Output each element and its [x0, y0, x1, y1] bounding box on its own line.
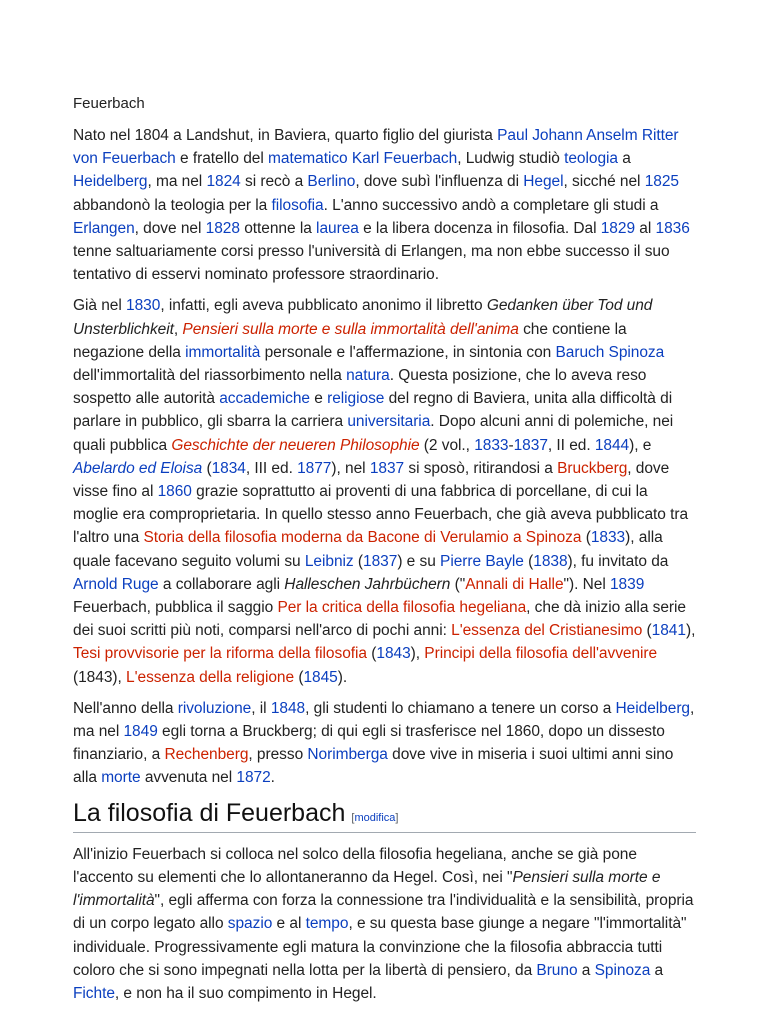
- paragraph-text: ), nel: [331, 459, 370, 477]
- wiki-link[interactable]: 1838: [533, 552, 568, 570]
- red-link[interactable]: Per la critica della filosofia hegeliana: [277, 599, 527, 617]
- wiki-link[interactable]: 1828: [205, 219, 240, 237]
- wiki-link[interactable]: 1837: [513, 436, 548, 454]
- wiki-link[interactable]: natura: [346, 367, 390, 385]
- paragraph-text: , il: [251, 699, 271, 717]
- edit-section: [351, 812, 398, 824]
- paragraph-text: a: [577, 961, 595, 979]
- red-link[interactable]: Geschichte der neueren Philosophie: [171, 436, 420, 454]
- paragraph-text: (": [450, 575, 466, 593]
- wiki-link[interactable]: Heidelberg: [615, 699, 690, 717]
- paragraph-text: , infatti, egli aveva pubblicato anonimo il libretto: [160, 297, 487, 315]
- paragraph: [73, 843, 696, 1005]
- paragraph-text: , sicché nel: [563, 173, 645, 191]
- wiki-link[interactable]: Arnold Ruge: [73, 575, 159, 593]
- wiki-link[interactable]: Bruno: [536, 961, 578, 979]
- paragraph-text: ).: [337, 668, 348, 686]
- paragraph-text: tenne saltuariamente corsi presso l'università di Erlangen, ma non ebbe successo il suo tentativo di esservi nominato professore straordinario.: [73, 243, 670, 284]
- paragraph-text: . Dopo alcuni anni di polemiche, nei quali pubblica: [73, 413, 674, 454]
- edit-section-link[interactable]: modifica: [354, 811, 396, 824]
- paragraph-text: Nell'anno della: [73, 699, 178, 717]
- paragraph-text: , dove visse fino al: [73, 459, 670, 501]
- wiki-link[interactable]: rivoluzione: [177, 699, 252, 717]
- paragraph-text: e al: [272, 915, 306, 933]
- paragraph-text: ), fu invitato da: [567, 552, 669, 570]
- paragraph-text: si recò a: [240, 173, 308, 191]
- paragraph-text: (: [581, 529, 591, 547]
- paragraph-text: "). Nel: [563, 575, 610, 593]
- paragraph-text: (: [523, 552, 534, 570]
- wiki-link[interactable]: 1860: [157, 483, 192, 501]
- wiki-link[interactable]: teologia: [564, 150, 618, 168]
- red-link[interactable]: Tesi provvisorie per la riforma della filosofia: [73, 645, 367, 663]
- paragraph-text: , gli studenti lo chiamano a tenere un corso a: [305, 699, 616, 717]
- wiki-link[interactable]: Abelardo ed Eloisa: [73, 459, 203, 477]
- red-link[interactable]: Bruckberg: [557, 459, 628, 477]
- paragraph-text: grazie soprattutto ai proventi di una fabbrica di porcellane, di cui la moglie era comproprietaria. In quello stesso anno Feuerbach, che già aveva pubblicato tra l'altro una: [73, 483, 689, 547]
- wiki-link[interactable]: spazio: [227, 915, 273, 933]
- wiki-link[interactable]: Karl Feuerbach: [351, 150, 458, 168]
- wiki-link[interactable]: 1845: [303, 668, 338, 686]
- paragraph-text: Già nel: [73, 297, 127, 315]
- paragraph-text: ),: [685, 622, 696, 640]
- wiki-link[interactable]: 1829: [600, 219, 636, 237]
- wiki-link[interactable]: 1830: [126, 297, 161, 315]
- paragraph-text: si sposò, ritirandosi a: [404, 459, 558, 477]
- paragraph-text: Nato nel 1804 a Landshut, in Baviera, quarto figlio del giurista: [73, 127, 498, 144]
- paragraph-text: , e su questa base giunge a negare "l'immortalità" individuale. Progressivamente egli matura la convinzione che la filosofia abbraccia tutti coloro che si sono impegnati nella lotta per la libertà di pensiero, da: [73, 915, 687, 979]
- article-body-top: [73, 124, 696, 790]
- paragraph-text: , presso: [248, 746, 308, 764]
- wiki-link[interactable]: 1833: [590, 529, 626, 547]
- paragraph-text: egli torna a Bruckberg; di qui egli si trasferisce nel 1860, dopo un dissesto finanziario, a: [73, 723, 665, 764]
- edit-bracket-close: ]: [395, 811, 399, 824]
- wiki-link[interactable]: 1825: [644, 173, 679, 191]
- page-title: Feuerbach: [73, 95, 145, 112]
- wiki-link[interactable]: filosofia: [271, 196, 324, 214]
- red-link[interactable]: L'essenza della religione: [126, 668, 295, 686]
- wiki-link[interactable]: Paul Johann Anselm Ritter von Feuerbach: [73, 127, 679, 168]
- red-link[interactable]: Rechenberg: [164, 746, 249, 764]
- wiki-link[interactable]: tempo: [305, 915, 349, 933]
- paragraph-text: , II ed.: [547, 436, 595, 454]
- paragraph-text: ,: [173, 320, 183, 338]
- paragraph-text: .: [270, 769, 275, 787]
- red-link[interactable]: Pensieri sulla morte e sulla immortalità dell'anima: [182, 320, 519, 338]
- wiki-link[interactable]: 1841: [651, 622, 686, 640]
- paragraph-text: del regno di Baviera, unita alla difficoltà di parlare in pubblico, gli sbarra la carriera: [73, 390, 673, 431]
- wiki-link[interactable]: morte: [101, 769, 141, 787]
- paragraph: [73, 294, 696, 688]
- wiki-link[interactable]: 1837: [363, 552, 398, 570]
- paragraph-text: a collaborare agli: [158, 575, 285, 593]
- wiki-link[interactable]: 1833: [474, 436, 509, 454]
- paragraph-text: -: [508, 436, 514, 454]
- paragraph-text: , dove subì l'influenza di: [355, 173, 524, 191]
- paragraph-text: . Questa posizione, che lo aveva reso sospetto alle autorità: [73, 367, 647, 408]
- red-link[interactable]: Annali di Halle: [465, 575, 564, 593]
- paragraph-text: e fratello del: [175, 150, 269, 168]
- paragraph-text: Gedanken über Tod und Unsterblichkeit: [73, 297, 653, 338]
- wiki-link[interactable]: religiose: [327, 390, 385, 408]
- wiki-link[interactable]: 1836: [655, 219, 690, 237]
- wiki-link[interactable]: immortalità: [185, 343, 261, 361]
- paragraph-text: a: [650, 961, 664, 979]
- wiki-link[interactable]: matematico: [268, 150, 348, 168]
- paragraph-text: , e non ha il suo compimento in Hegel.: [114, 984, 377, 1002]
- edit-bracket-open: [: [351, 811, 355, 824]
- paragraph: [73, 697, 696, 790]
- wiki-link[interactable]: 1848: [270, 699, 306, 717]
- paragraph-text: Feuerbach, pubblica il saggio: [73, 599, 278, 617]
- paragraph-text: (: [353, 552, 364, 570]
- paragraph-text: ), alla quale facevano seguito volumi su: [73, 529, 663, 570]
- paragraph-text: (: [294, 668, 304, 686]
- red-link[interactable]: Storia della filosofia moderna da Bacone di Verulamio a Spinoza: [143, 529, 582, 547]
- paragraph-text: e: [309, 390, 328, 408]
- wiki-link[interactable]: Erlangen: [73, 219, 135, 237]
- wiki-link[interactable]: Hegel: [523, 173, 564, 191]
- wiki-link[interactable]: Fichte: [73, 984, 115, 1002]
- wiki-link[interactable]: Baruch Spinoza: [555, 343, 665, 361]
- paragraph-text: avvenuta nel: [140, 769, 237, 787]
- wiki-link[interactable]: 1872: [236, 769, 271, 787]
- wiki-link[interactable]: 1837: [369, 459, 405, 477]
- wiki-link[interactable]: Heidelberg: [73, 173, 148, 191]
- paragraph-text: , Ludwig studiò: [457, 150, 565, 168]
- paragraph-text: (: [642, 622, 652, 640]
- paragraph-text: personale e l'affermazione, in sintonia con: [260, 343, 556, 361]
- paragraph-text: ", egli afferma con forza la connessione tra l'individualità e la sensibilità, propria di un corpo legato allo: [73, 892, 694, 933]
- paragraph-text: ottenne la: [239, 219, 317, 237]
- paragraph-text: , dove nel: [134, 219, 206, 237]
- section-title: La filosofia di Feuerbach: [73, 798, 346, 827]
- paragraph-text: , III ed.: [245, 459, 298, 477]
- wiki-link[interactable]: Pierre Bayle: [440, 552, 524, 570]
- paragraph-text: (1843),: [73, 668, 127, 686]
- wiki-link[interactable]: 1844: [594, 436, 630, 454]
- paragraph-text: ), e: [629, 436, 652, 454]
- wiki-link[interactable]: Leibniz: [304, 552, 354, 570]
- article-body-bottom: [73, 843, 696, 1005]
- paragraph-text: (: [202, 459, 212, 477]
- paragraph-text: ) e su: [397, 552, 441, 570]
- paragraph-text: Pensieri sulla morte e l'immortalità: [73, 868, 661, 910]
- paragraph-text: . L'anno successivo andò a completare gli studi a: [323, 196, 659, 214]
- section-heading: [73, 798, 696, 833]
- wiki-link[interactable]: Spinoza: [594, 961, 651, 979]
- wiki-link[interactable]: universitaria: [347, 413, 431, 431]
- wiki-link[interactable]: accademiche: [219, 390, 310, 408]
- red-link[interactable]: L'essenza del Cristianesimo: [451, 622, 643, 640]
- paragraph-text: , ma nel: [147, 173, 207, 191]
- paragraph: [73, 124, 696, 286]
- wiki-link[interactable]: 1843: [376, 645, 411, 663]
- paragraph-text: e la libera docenza in filosofia. Dal: [358, 219, 601, 237]
- paragraph-text: che contiene la negazione della: [73, 320, 627, 361]
- paragraph-text: (2 vol.,: [419, 436, 475, 454]
- paragraph-text: , ma nel: [73, 699, 695, 741]
- paragraph-text: ),: [410, 645, 425, 663]
- wiki-link[interactable]: 1834: [211, 459, 246, 477]
- paragraph-text: abbandonò la teologia per la: [73, 196, 272, 214]
- paragraph-text: All'inizio Feuerbach si colloca nel solco della filosofia hegeliana, anche se già pone l'accento su elementi che lo allontaneranno da Hegel. Così, nei ": [73, 845, 637, 886]
- wiki-link[interactable]: 1849: [123, 723, 158, 741]
- wiki-link[interactable]: laurea: [316, 219, 359, 237]
- wiki-link[interactable]: 1824: [206, 173, 241, 191]
- paragraph-text: dell'immortalità del riassorbimento nella: [73, 367, 347, 385]
- paragraph-text: al: [635, 219, 656, 237]
- red-link[interactable]: Principi della filosofia dell'avvenire: [424, 645, 658, 663]
- paragraph-text: a: [618, 150, 631, 168]
- paragraph-text: Halleschen Jahrbüchern: [284, 575, 451, 593]
- wiki-link[interactable]: Norimberga: [307, 746, 388, 764]
- paragraph-text: dove vive in miseria i suoi ultimi anni sino alla: [73, 746, 674, 787]
- wiki-link[interactable]: Berlino: [307, 173, 356, 191]
- wiki-link[interactable]: 1839: [609, 575, 645, 593]
- wiki-link[interactable]: 1877: [297, 459, 332, 477]
- paragraph-text: , che dà inizio alla serie dei suoi scritti più noti, comparsi nell'arco di pochi anni:: [73, 599, 686, 640]
- paragraph-text: (: [367, 645, 377, 663]
